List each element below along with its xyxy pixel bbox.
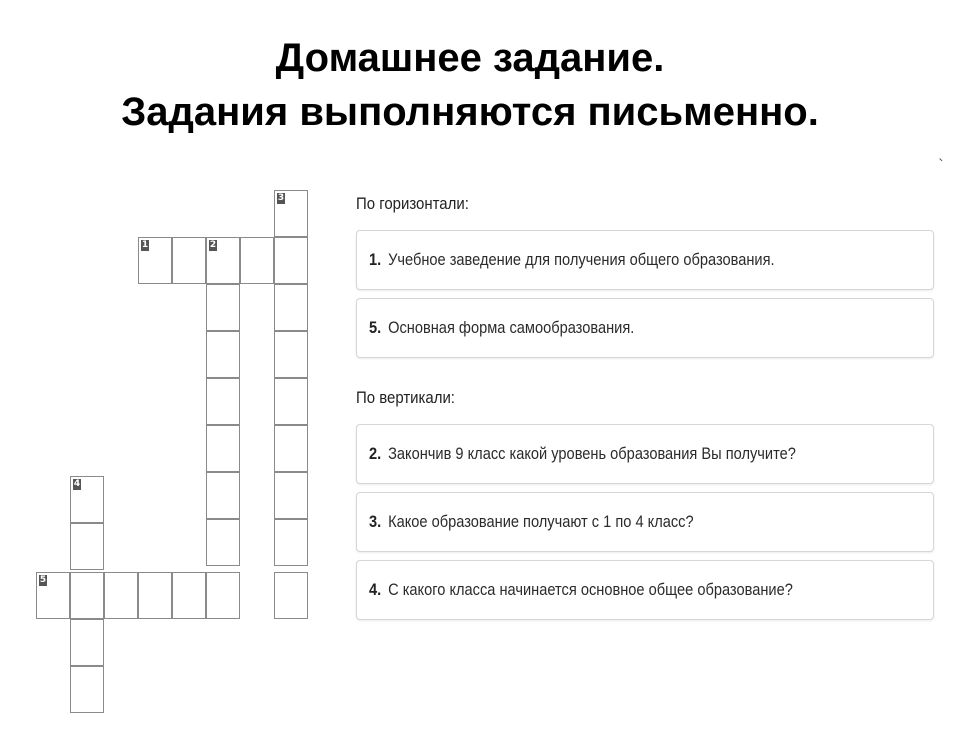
crossword-cell[interactable] [274, 378, 308, 425]
clue-item-number: 3. [369, 512, 382, 531]
clue-number-5: 5 [39, 575, 47, 585]
crossword-cell[interactable] [240, 237, 274, 284]
crossword-cell[interactable] [206, 425, 240, 472]
crossword-cell[interactable] [172, 572, 206, 619]
clue-item-text: Какое образование получают с 1 по 4 класс? [388, 512, 694, 531]
clue-number-2: 2 [209, 240, 217, 250]
clue-number-4: 4 [73, 479, 81, 489]
page-title: Домашнее задание. [275, 36, 665, 80]
clue-item-number: 4. [369, 580, 382, 599]
crossword-cell[interactable] [274, 572, 308, 619]
clues-panel [356, 190, 934, 628]
crossword-cell[interactable] [70, 476, 104, 523]
crossword-cell[interactable] [206, 572, 240, 619]
crossword-cell[interactable] [274, 472, 308, 519]
tick-mark: ` [938, 158, 945, 174]
horizontal-heading: По горизонтали: [356, 194, 469, 213]
clue-item-text: Учебное заведение для получения общего образования. [388, 250, 775, 269]
crossword-cell[interactable] [36, 572, 70, 619]
crossword-cell[interactable] [70, 619, 104, 666]
clue-item [356, 560, 934, 620]
clue-item-text: Основная форма самообразования. [388, 318, 635, 337]
crossword-cell[interactable] [206, 472, 240, 519]
crossword-cell[interactable] [172, 237, 206, 284]
crossword-cell[interactable] [206, 237, 240, 284]
crossword-cell[interactable] [274, 284, 308, 331]
crossword-cell[interactable] [274, 425, 308, 472]
crossword-cell[interactable] [206, 284, 240, 331]
clue-item [356, 298, 934, 358]
clue-item-number: 5. [369, 318, 382, 337]
crossword-cell[interactable] [206, 331, 240, 378]
clue-item [356, 492, 934, 552]
clue-item-number: 1. [369, 250, 382, 269]
crossword-cell[interactable] [274, 331, 308, 378]
crossword-cell[interactable] [138, 237, 172, 284]
clue-item-text: С какого класса начинается основное общее образование? [388, 580, 793, 599]
crossword-grid [0, 0, 340, 731]
clue-item-number: 2. [369, 444, 382, 463]
crossword-cell[interactable] [70, 666, 104, 713]
crossword-cell[interactable] [70, 523, 104, 570]
crossword-cell[interactable] [274, 237, 308, 284]
clue-item-text: Закончив 9 класс какой уровень образования Вы получите? [388, 444, 796, 463]
crossword-cell[interactable] [138, 572, 172, 619]
crossword-cell[interactable] [104, 572, 138, 619]
crossword-cell[interactable] [206, 519, 240, 566]
vertical-heading: По вертикали: [356, 388, 455, 407]
crossword-cell[interactable] [274, 190, 308, 237]
clue-number-3: 3 [277, 193, 285, 203]
clue-item [356, 424, 934, 484]
clue-item [356, 230, 934, 290]
crossword-cell[interactable] [70, 572, 104, 619]
clue-number-1: 1 [141, 240, 149, 250]
crossword-cell[interactable] [274, 519, 308, 566]
crossword-cell[interactable] [206, 378, 240, 425]
page-subtitle: Задания выполняются письменно. [121, 90, 819, 134]
